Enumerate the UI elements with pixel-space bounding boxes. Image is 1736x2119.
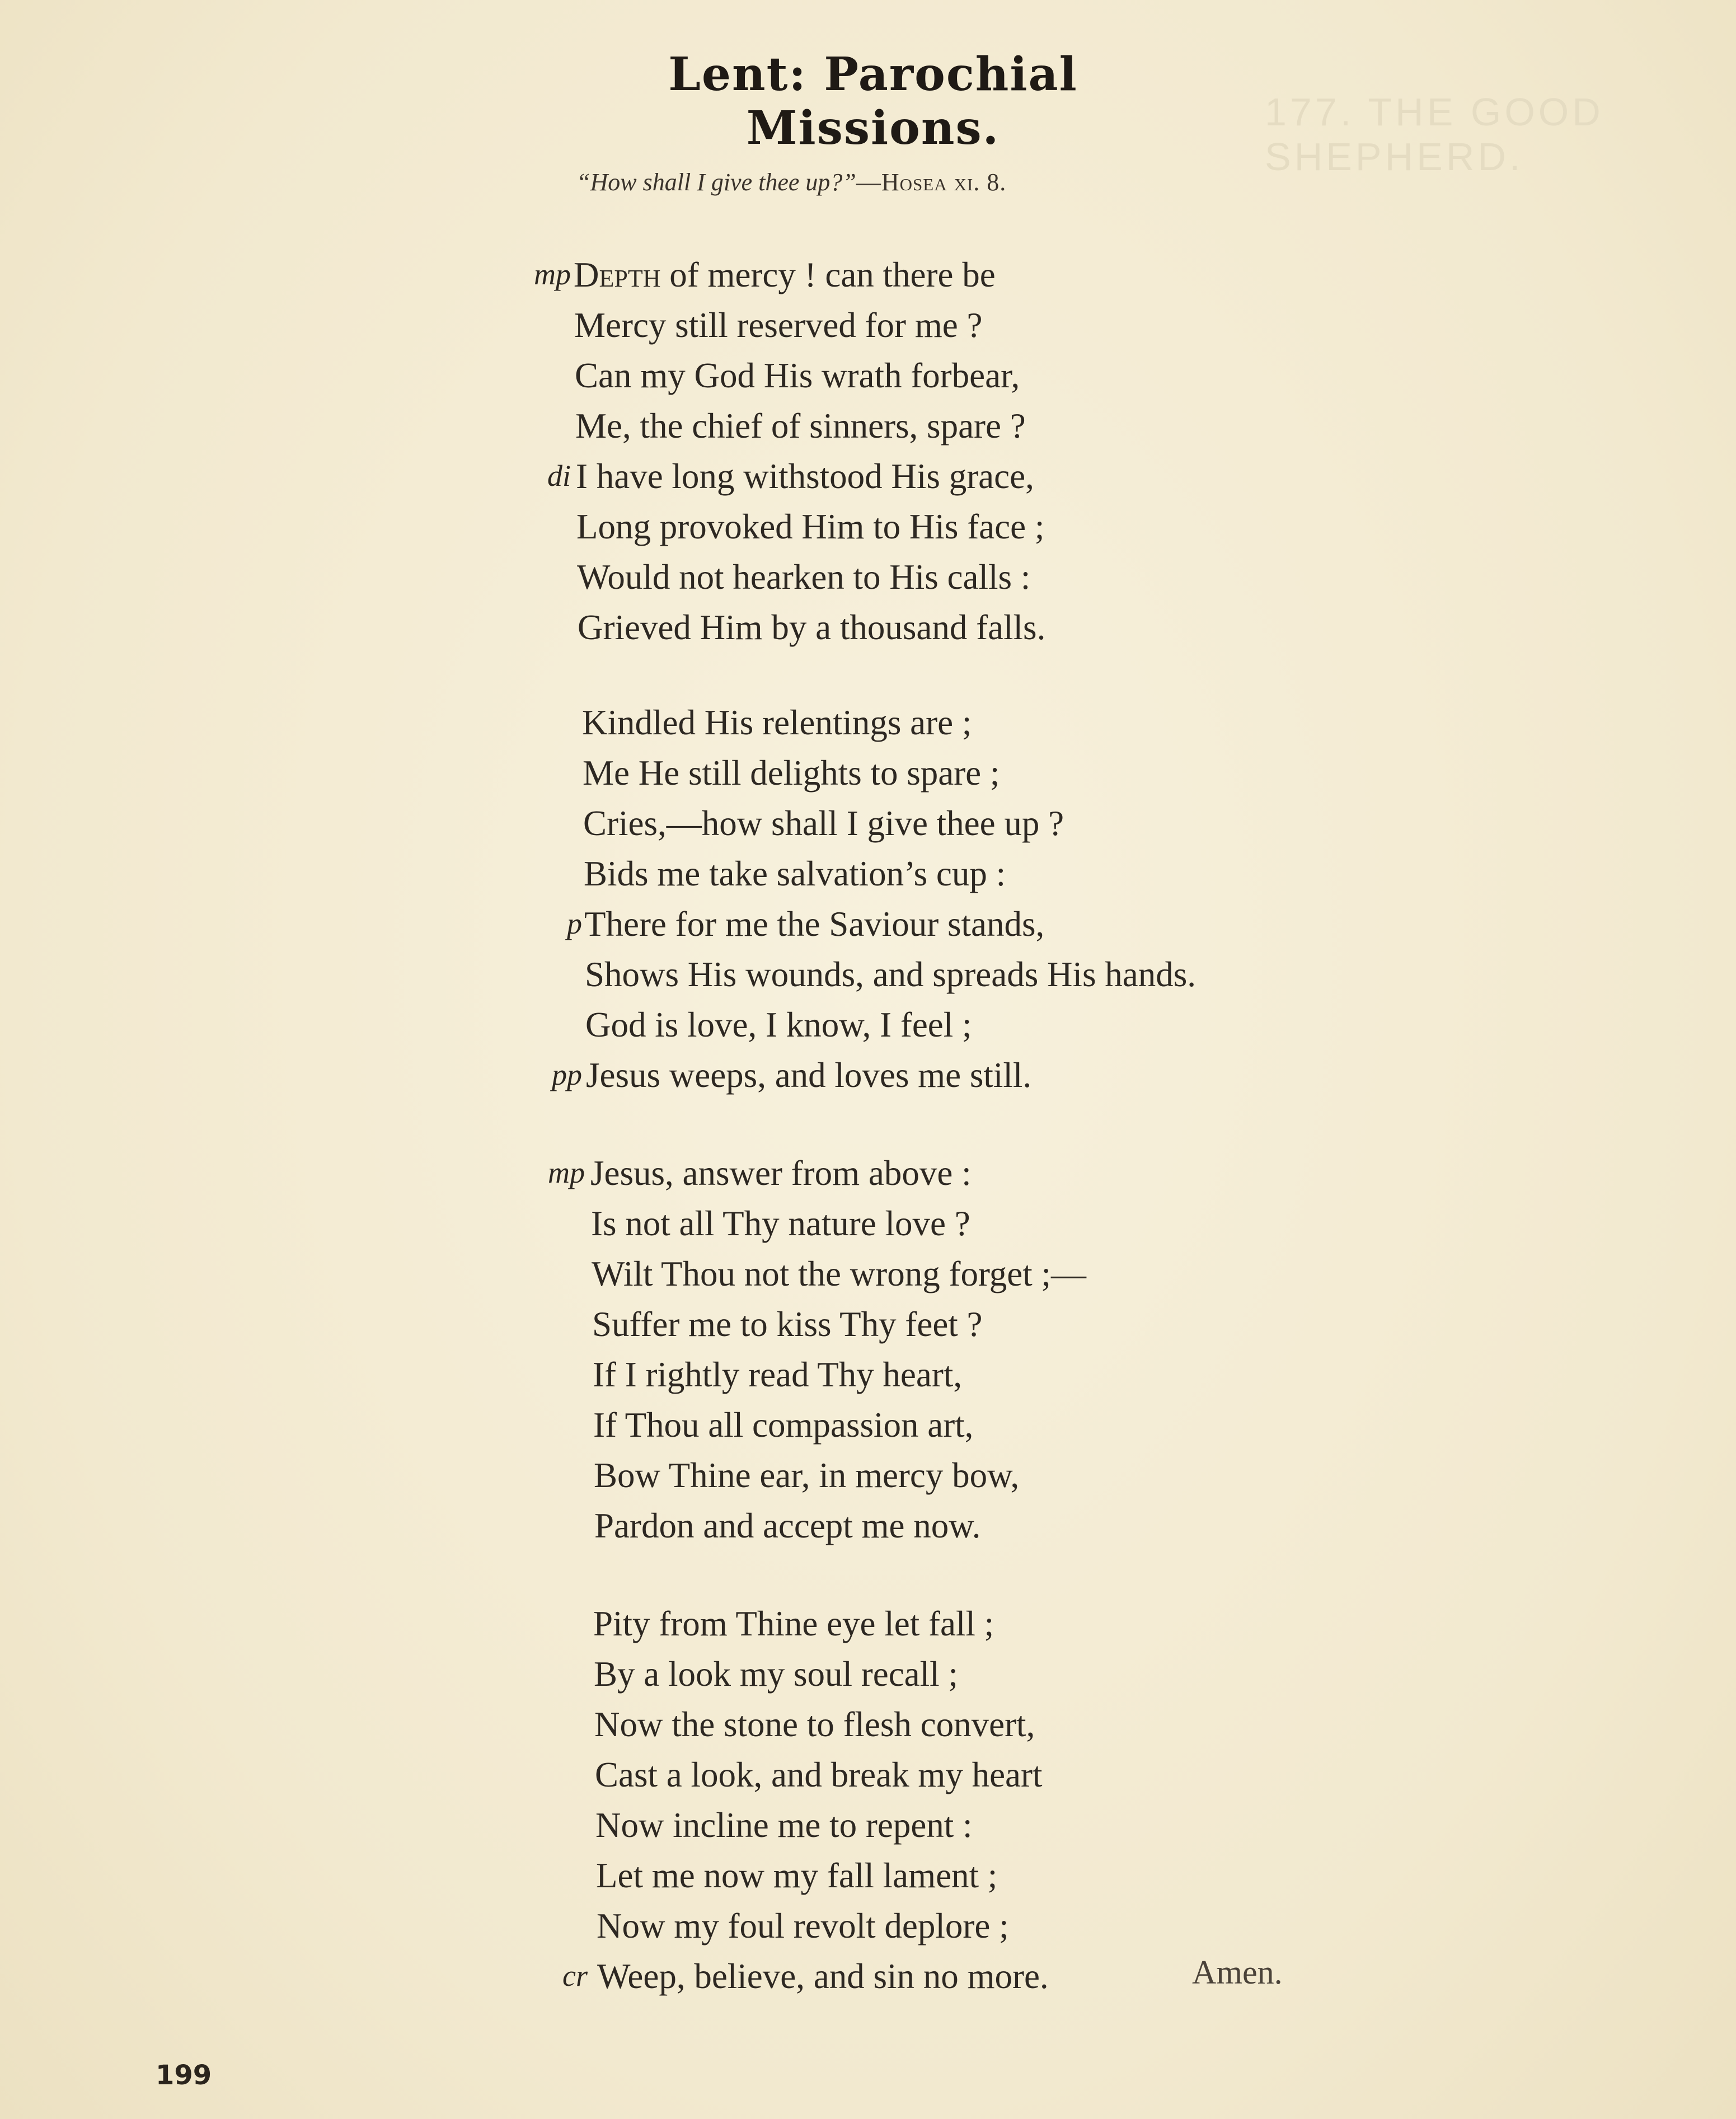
line-body: If Thou all compassion art, bbox=[593, 1405, 974, 1445]
line-body: Jesus weeps, and loves me still. bbox=[586, 1056, 1032, 1095]
line-body: Mercy still reserved for me ? bbox=[574, 306, 983, 345]
poem-line bbox=[0, 854, 1736, 904]
poem-line-text bbox=[585, 1005, 972, 1046]
page-title: Lent: Parochial Missions. bbox=[668, 48, 1078, 155]
poem-line-text bbox=[595, 1755, 1043, 1795]
line-body: Now the stone to flesh convert, bbox=[594, 1705, 1035, 1744]
line-body: Long provoked Him to His face ; bbox=[576, 507, 1045, 546]
poem-line-text bbox=[584, 904, 1044, 945]
line-body: Me He still delights to spare ; bbox=[583, 753, 1000, 793]
stanza-1 bbox=[0, 255, 1736, 658]
poem-line-text bbox=[591, 1203, 970, 1244]
poem-line-text bbox=[577, 557, 1030, 598]
poem-line-text bbox=[593, 1405, 973, 1446]
line-body: Would not hearken to His calls : bbox=[577, 557, 1031, 597]
poem-line-text bbox=[594, 1506, 980, 1546]
dynamic-mark: p bbox=[567, 907, 582, 940]
poem-line-text bbox=[586, 1055, 1031, 1096]
poem-line bbox=[0, 507, 1736, 557]
epigraph bbox=[576, 168, 1192, 196]
poem-line bbox=[0, 1506, 1736, 1556]
poem-line bbox=[0, 1354, 1736, 1405]
dynamic-mark: di bbox=[547, 459, 571, 493]
poem-line bbox=[0, 1254, 1736, 1304]
poem-line-text bbox=[584, 854, 1006, 894]
line-body: Now incline me to repent : bbox=[595, 1806, 973, 1845]
line-body: Grieved Him by a thousand falls. bbox=[578, 608, 1046, 647]
amen: Amen. bbox=[1192, 1954, 1283, 1991]
line-body: By a look my soul recall ; bbox=[594, 1654, 958, 1694]
poem-line-text bbox=[597, 1906, 1009, 1947]
poem-line-text bbox=[593, 1604, 994, 1644]
poem-line bbox=[0, 1855, 1736, 1906]
poem-line bbox=[0, 1405, 1736, 1455]
line-body: Cast a look, and break my heart bbox=[595, 1755, 1043, 1794]
poem-line-text bbox=[575, 355, 1020, 396]
poem-line bbox=[0, 1304, 1736, 1354]
poem-line-text bbox=[594, 1455, 1019, 1496]
line-body: Weep, believe, and sin no more. bbox=[597, 1957, 1049, 1996]
poem-line bbox=[0, 305, 1736, 355]
line-body: Cries,—how shall I give thee up ? bbox=[583, 804, 1064, 843]
line-body: Is not all Thy nature love ? bbox=[591, 1204, 970, 1243]
poem-line-text bbox=[594, 1654, 958, 1695]
line-body: Me, the chief of sinners, spare ? bbox=[575, 406, 1026, 446]
epigraph-quote: “How shall I give thee up?” bbox=[576, 168, 856, 196]
poem-line bbox=[0, 557, 1736, 607]
line-body: Now my foul revolt deplore ; bbox=[597, 1906, 1009, 1945]
poem-line bbox=[0, 1203, 1736, 1254]
poem-line-text bbox=[583, 753, 1000, 794]
drop-word: Depth bbox=[574, 255, 661, 294]
poem-line bbox=[0, 1153, 1736, 1203]
dynamic-mark: mp bbox=[534, 257, 571, 291]
dynamic-mark: cr bbox=[562, 1959, 588, 1993]
poem-line bbox=[0, 1055, 1736, 1105]
line-body: Shows His wounds, and spreads His hands. bbox=[585, 955, 1196, 994]
poem-line bbox=[0, 1755, 1736, 1805]
line-body: Wilt Thou not the wrong forget ;— bbox=[592, 1254, 1087, 1293]
poem-line-text bbox=[585, 954, 1196, 995]
poem-line bbox=[0, 255, 1736, 305]
stanza-4 bbox=[0, 1604, 1736, 2007]
poem-line bbox=[0, 607, 1736, 658]
poem-line-text bbox=[574, 255, 996, 296]
line-body: Suffer me to kiss Thy feet ? bbox=[592, 1305, 983, 1344]
poem-line-text bbox=[592, 1304, 983, 1345]
poem-line bbox=[0, 1956, 1736, 2007]
line-body: Bids me take salvation’s cup : bbox=[584, 854, 1006, 893]
poem-line bbox=[0, 1906, 1736, 1956]
line-body: If I rightly read Thy heart, bbox=[593, 1355, 963, 1394]
epigraph-reference: —Hosea xi. 8. bbox=[856, 168, 1007, 196]
line-body: Let me now my fall lament ; bbox=[596, 1856, 998, 1895]
line-body: There for me the Saviour stands, bbox=[584, 904, 1045, 944]
poem-line bbox=[0, 1704, 1736, 1755]
line-body: of mercy ! can there be bbox=[660, 255, 996, 294]
line-body: Pity from Thine eye let fall ; bbox=[593, 1604, 994, 1643]
page-number: 199 bbox=[156, 2060, 212, 2091]
poem-line-text bbox=[592, 1254, 1086, 1295]
poem-line bbox=[0, 1805, 1736, 1855]
bleed-through-text: 177. THE GOOD SHEPHERD. bbox=[1265, 90, 1604, 179]
poem-line bbox=[0, 904, 1736, 954]
dynamic-mark: mp bbox=[548, 1156, 585, 1189]
stanza-3 bbox=[0, 1153, 1736, 1556]
poem-line-text bbox=[595, 1805, 973, 1846]
poem-line bbox=[0, 702, 1736, 753]
poem-line-text bbox=[594, 1704, 1035, 1745]
line-body: God is love, I know, I feel ; bbox=[585, 1005, 972, 1044]
poem-line-text bbox=[590, 1153, 972, 1194]
poem-line-text bbox=[576, 456, 1034, 497]
poem-line-text bbox=[574, 305, 982, 346]
stanza-2 bbox=[0, 702, 1736, 1105]
dynamic-mark: pp bbox=[552, 1058, 582, 1091]
poem-line bbox=[0, 1604, 1736, 1654]
poem-line-text bbox=[578, 607, 1045, 648]
line-body: I have long withstood His grace, bbox=[576, 457, 1034, 496]
poem-line-text bbox=[582, 702, 972, 743]
poem-line-text bbox=[593, 1354, 962, 1395]
poem-line bbox=[0, 954, 1736, 1005]
line-body: Bow Thine ear, in mercy bow, bbox=[594, 1456, 1020, 1495]
line-body: Jesus, answer from above : bbox=[590, 1154, 972, 1193]
poem-line-text bbox=[576, 507, 1044, 547]
line-body: Can my God His wrath forbear, bbox=[575, 356, 1020, 395]
poem-line bbox=[0, 1455, 1736, 1506]
line-body: Kindled His relentings are ; bbox=[582, 703, 972, 742]
poem-line-text bbox=[596, 1855, 997, 1896]
poem-line bbox=[0, 1005, 1736, 1055]
line-body: Pardon and accept me now. bbox=[594, 1506, 981, 1545]
poem-line-text bbox=[583, 803, 1064, 844]
poem-line bbox=[0, 803, 1736, 854]
poem-line bbox=[0, 406, 1736, 456]
poem-line bbox=[0, 1654, 1736, 1704]
poem-line-text bbox=[597, 1956, 1049, 1997]
poem-line bbox=[0, 753, 1736, 803]
poem-line bbox=[0, 456, 1736, 507]
poem-line bbox=[0, 355, 1736, 406]
poem-line-text bbox=[575, 406, 1026, 447]
